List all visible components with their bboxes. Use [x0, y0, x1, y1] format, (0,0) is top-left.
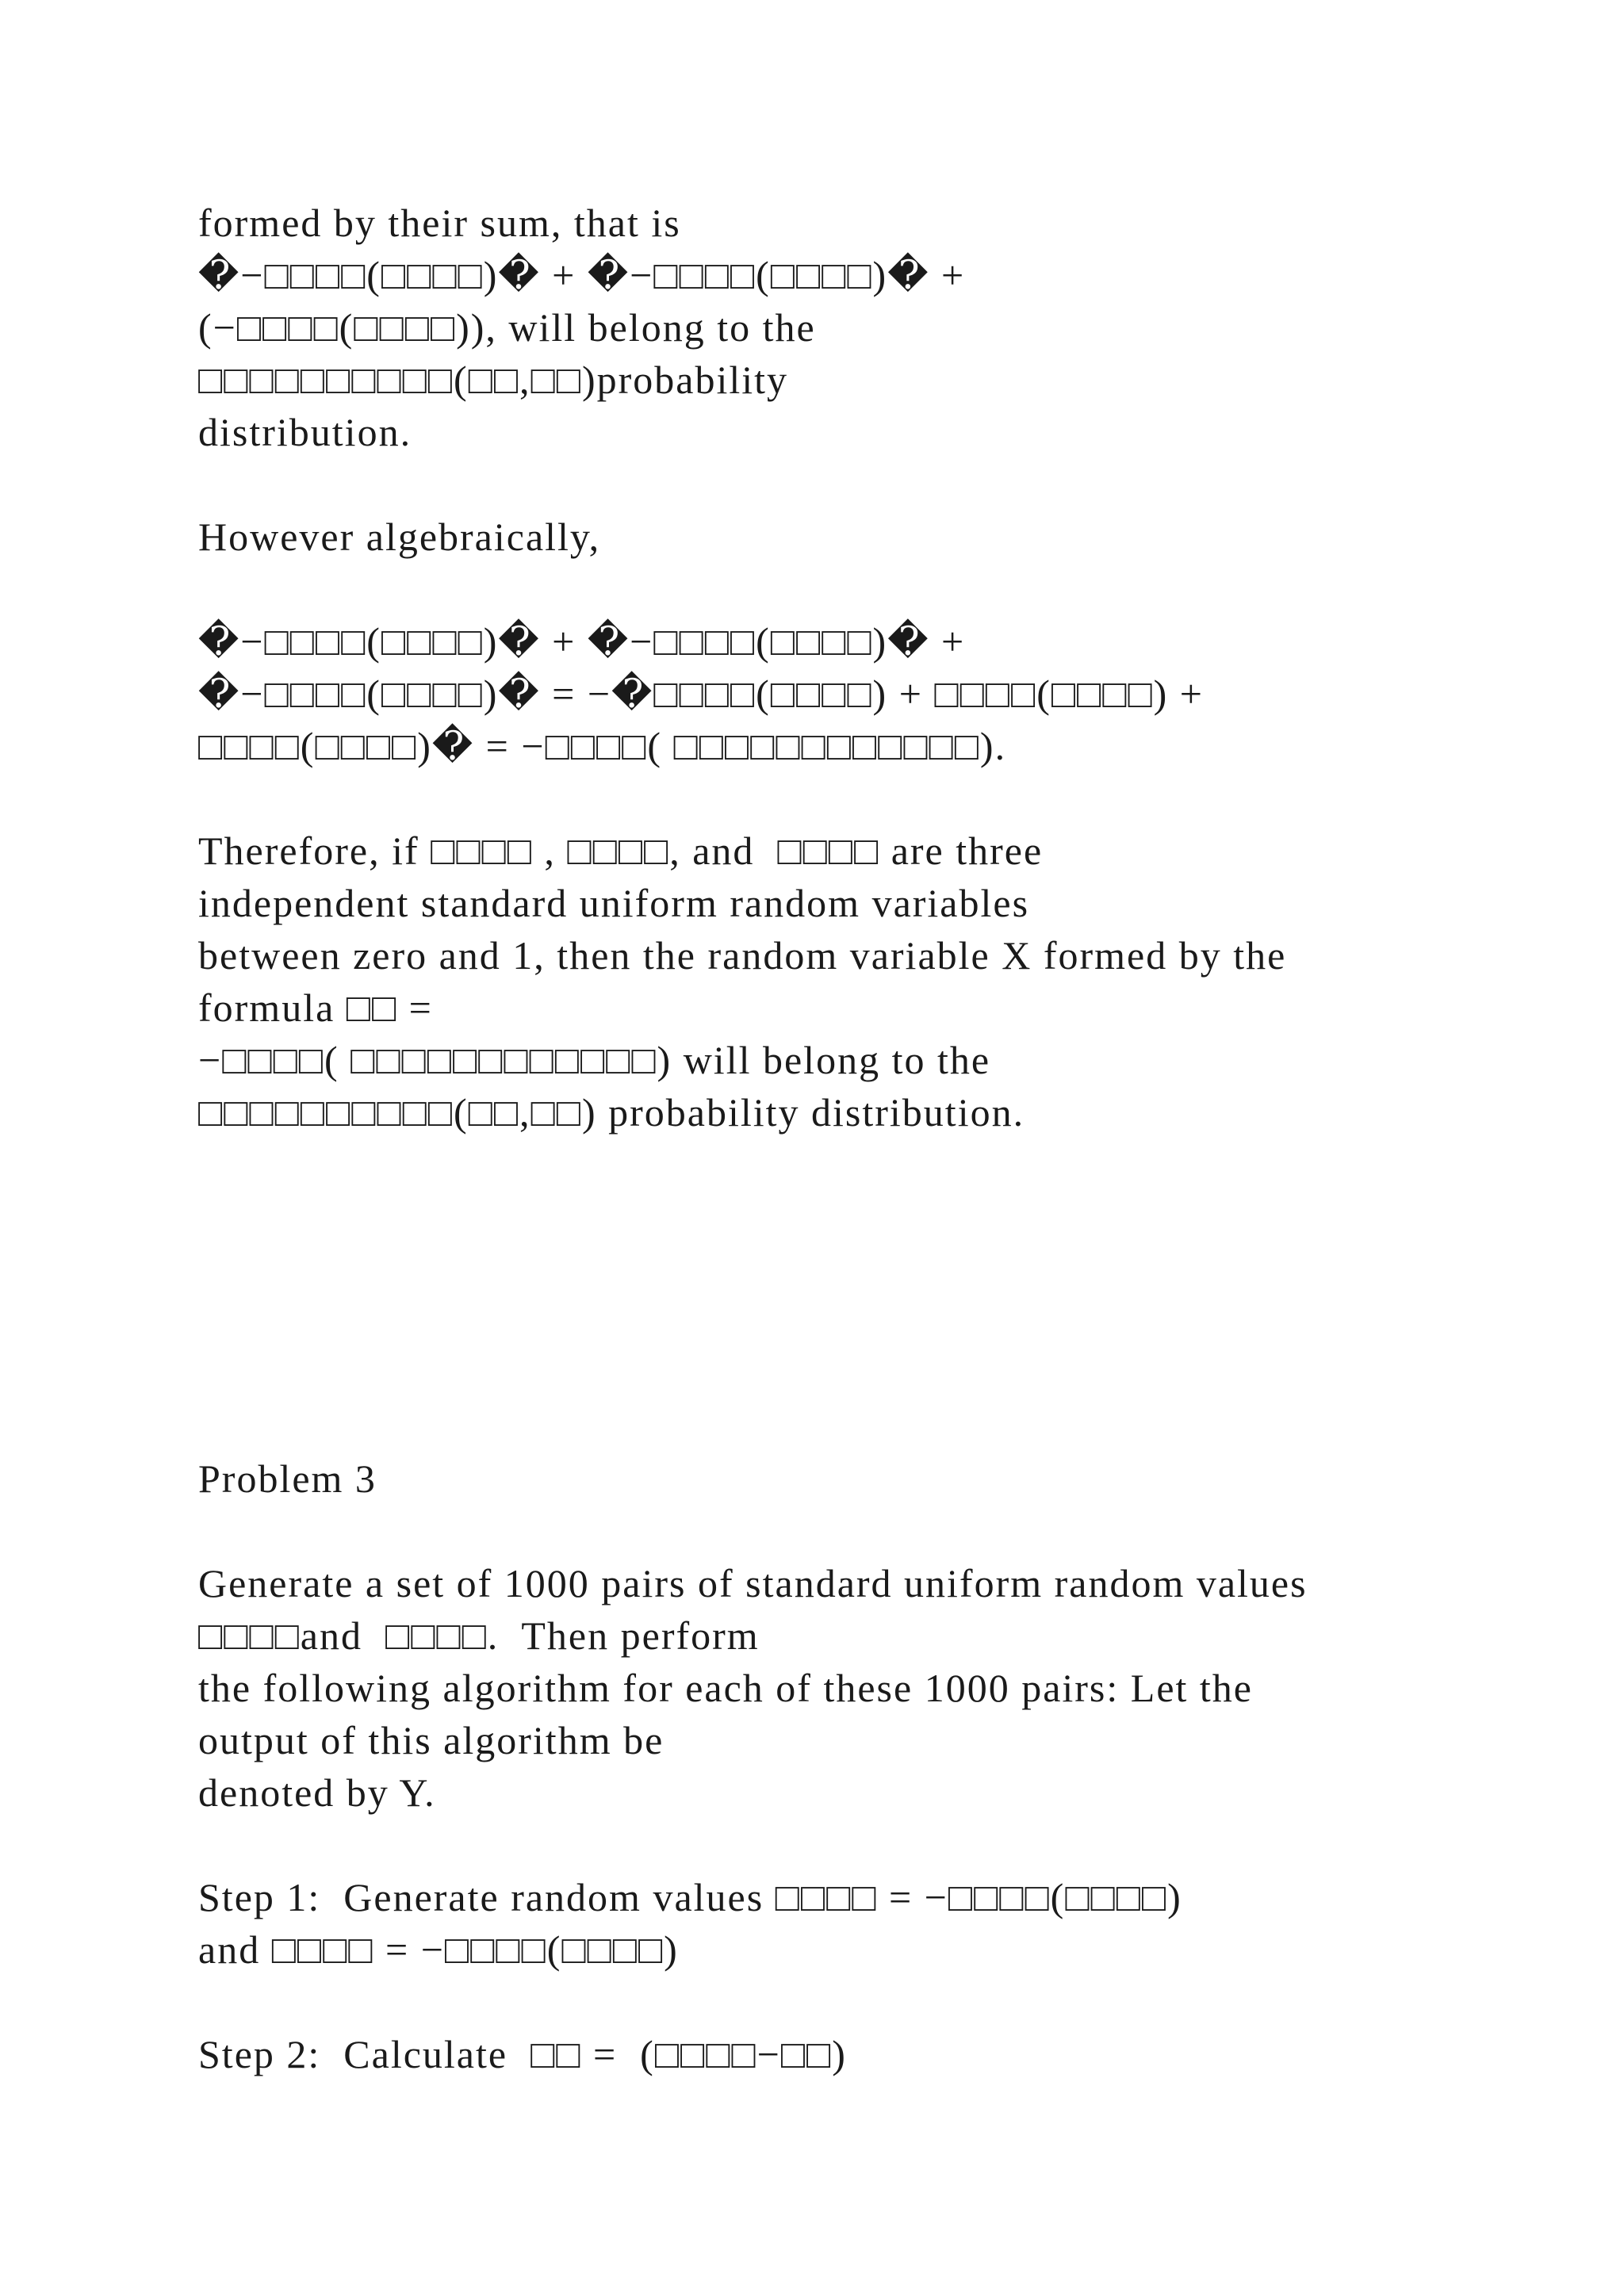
text-line: formed by their sum, that is	[198, 201, 681, 245]
step-line: and □□□□ = −□□□□(□□□□)	[198, 1927, 679, 1972]
text-line: independent standard uniform random variables	[198, 881, 1030, 925]
text-line: output of this algorithm be	[198, 1718, 665, 1762]
step-line: Step 2: Calculate □□ = (□□□□−□□)	[198, 2032, 847, 2076]
text-line: the following algorithm for each of these 1000 pairs: Let the	[198, 1666, 1253, 1710]
text-line: between zero and 1, then the random variable X formed by the	[198, 933, 1287, 978]
text-line: However algebraically,	[198, 515, 601, 559]
equation-line: �−□□□□(□□□□)� + �−□□□□(□□□□)� +	[198, 619, 966, 664]
text-line: �−□□□□(□□□□)� + �−□□□□(□□□□)� +	[198, 253, 966, 297]
step-line: Step 1: Generate random values □□□□ = −□□□□(□□□□)	[198, 1875, 1182, 1919]
equation-line: □□□□(□□□□)� = −□□□□( □□□□□□□□□□□□).	[198, 724, 1007, 768]
text-line: −□□□□( □□□□□□□□□□□□) will belong to the	[198, 1038, 991, 1082]
text-line: □□□□□□□□□□(□□,□□) probability distribution.	[198, 1090, 1025, 1135]
section-heading: Problem 3	[198, 1456, 377, 1501]
text-line: □□□□and □□□□. Then perform	[198, 1613, 760, 1658]
text-line: formula □□ =	[198, 985, 433, 1030]
text-line: □□□□□□□□□□(□□,□□)probability	[198, 358, 789, 402]
text-line: denoted by Y.	[198, 1770, 436, 1815]
text-line: (−□□□□(□□□□)), will belong to the	[198, 305, 816, 350]
text-line: distribution.	[198, 410, 412, 454]
text-line: Generate a set of 1000 pairs of standard uniform random values	[198, 1561, 1308, 1605]
text-line: Therefore, if □□□□ , □□□□, and □□□□ are three	[198, 828, 1044, 873]
equation-line: �−□□□□(□□□□)� = −�□□□□(□□□□) + □□□□(□□□□) +	[198, 672, 1205, 716]
